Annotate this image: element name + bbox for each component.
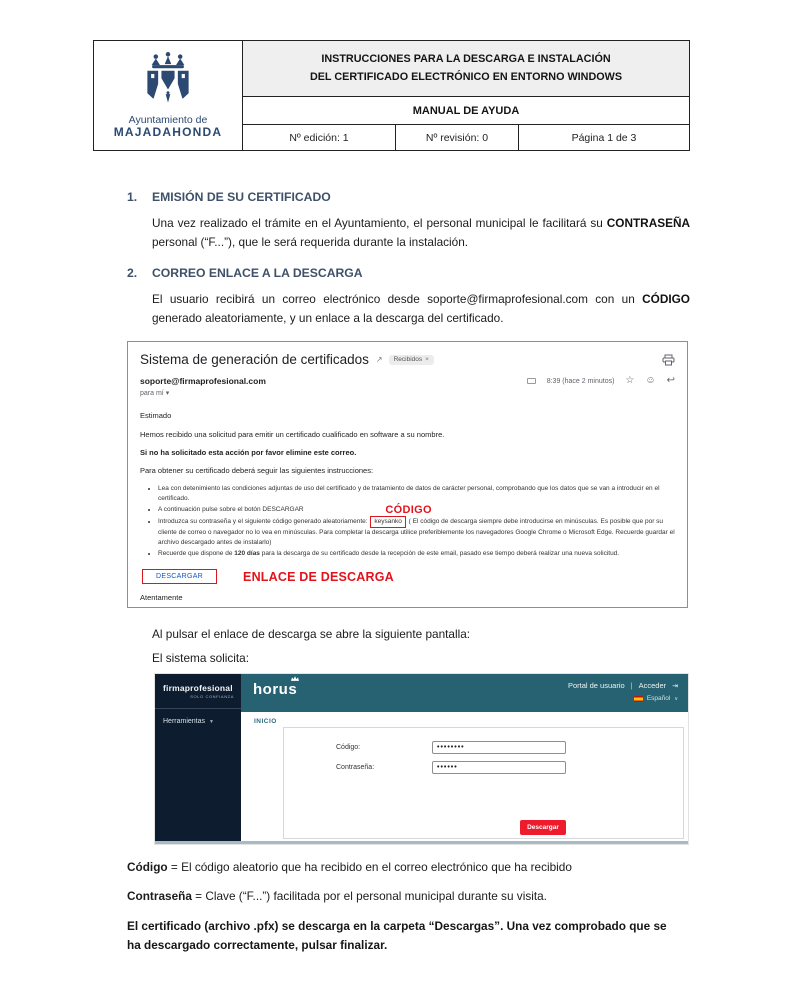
download-code: keysanko bbox=[374, 518, 402, 526]
instruction-4-bold: 120 días bbox=[234, 550, 260, 558]
codigo-def-text: = El código aleatorio que ha recibido en el correo electrónico que ha recibido bbox=[167, 860, 572, 875]
email-screenshot bbox=[127, 341, 688, 608]
section-2-heading bbox=[127, 266, 690, 280]
title-line1: INSTRUCCIONES PARA LA DESCARGA E INSTALACIÓN bbox=[321, 53, 611, 66]
chevron-down-icon: ∨ bbox=[674, 695, 678, 702]
revision-cell: Nº revisión: 0 bbox=[396, 125, 519, 150]
portal-de-usuario-link[interactable]: Portal de usuario bbox=[567, 681, 625, 691]
brand-tagline: SOLO CONFIANZA bbox=[190, 694, 234, 700]
email-timestamp: 8:39 (hace 2 minutos) bbox=[546, 377, 615, 385]
section-2-paragraph bbox=[152, 290, 690, 328]
status-icon bbox=[527, 378, 536, 384]
section-2-number: 2. bbox=[127, 266, 138, 281]
password-input[interactable] bbox=[432, 761, 566, 774]
manual-label: MANUAL DE AYUDA bbox=[243, 97, 689, 125]
reply-icon[interactable]: ↩ bbox=[666, 375, 675, 387]
expand-icon[interactable]: ↗ bbox=[375, 355, 383, 365]
descargar-link[interactable]: DESCARGAR bbox=[142, 569, 217, 584]
contrasena-definition bbox=[127, 888, 690, 906]
emoji-reaction-icon[interactable]: ☺ bbox=[645, 375, 656, 387]
organization-name bbox=[114, 114, 223, 140]
herramientas-label: Herramientas bbox=[163, 718, 206, 726]
instruction-item-2: • A continuación pulse sobre el botón DESCARGAR bbox=[158, 505, 675, 515]
herramientas-menu[interactable] bbox=[163, 718, 234, 725]
inbox-label-text: Recibidos bbox=[393, 356, 423, 364]
recipient-label: para mí bbox=[140, 390, 164, 398]
s2-text-bold: CÓDIGO bbox=[642, 292, 690, 307]
mid-paragraph-1: Al pulsar el enlace de descarga se abre la siguiente pantalla: bbox=[152, 627, 471, 642]
email-instructions-list bbox=[158, 484, 675, 559]
portal-sidebar bbox=[155, 674, 241, 841]
breadcrumb[interactable]: INICIO bbox=[254, 718, 277, 726]
codigo-annotation: CÓDIGO bbox=[385, 504, 432, 517]
edition-cell: Nº edición: 1 bbox=[243, 125, 396, 150]
portal-nav bbox=[568, 681, 678, 702]
spanish-flag-icon bbox=[634, 696, 643, 702]
s1-text-post: personal (“F...”), que le será requerida durante la instalación. bbox=[152, 235, 469, 250]
section-1-title: EMISIÓN DE SU CERTIFICADO bbox=[152, 190, 331, 204]
section-1-number: 1. bbox=[127, 190, 138, 204]
title-line2: DEL CERTIFICADO ELECTRÓNICO EN ENTORNO WINDOWS bbox=[309, 70, 623, 83]
instruction-4-post: para la descarga de su certificado desde la recepción de este email, pasado ese tiempo deberá realizar una nueva solicitud. bbox=[259, 550, 620, 558]
email-subject: Sistema de generación de certificados bbox=[140, 352, 369, 368]
s1-text-bold: CONTRASEÑA bbox=[606, 216, 690, 230]
email-greeting: Estimado bbox=[140, 411, 172, 421]
instruction-3-pre: Introduzca su contraseña y el siguiente código generado aleatoriamente: bbox=[158, 518, 370, 526]
sidebar-divider bbox=[155, 708, 241, 709]
portal-nav-top bbox=[568, 681, 678, 690]
contrasena-term: Contraseña bbox=[127, 889, 192, 904]
instruction-item-1: • Lea con detenimiento las condiciones adjuntas de uso del certificado y de tratamiento de datos de carácter personal, comprobando que los datos que se van a introducir en el certificado. bbox=[158, 484, 675, 504]
star-icon[interactable]: ☆ bbox=[625, 375, 635, 387]
email-sender: soporte@firmaprofesional.com bbox=[140, 376, 266, 387]
email-subject-row bbox=[140, 352, 675, 367]
password-field-label: Contraseña: bbox=[336, 764, 375, 772]
code-field-row bbox=[284, 741, 683, 754]
recipient-dropdown[interactable] bbox=[140, 389, 675, 397]
org-line1: Ayuntamiento de bbox=[128, 114, 208, 127]
print-icon[interactable] bbox=[662, 354, 675, 366]
email-body bbox=[140, 411, 675, 559]
portal-content bbox=[241, 712, 688, 841]
codigo-term: Código bbox=[127, 860, 168, 875]
email-sender-row bbox=[140, 376, 675, 386]
firmaprofesional-logo: firmaprofesional bbox=[163, 683, 233, 694]
email-warning: Si no ha solicitado esta acción por favor elimine este correo. bbox=[140, 447, 357, 457]
mid-paragraph-2: El sistema solicita: bbox=[152, 650, 250, 665]
header-right bbox=[243, 41, 689, 150]
crown-icon bbox=[291, 676, 299, 681]
instruction-item-4 bbox=[158, 549, 675, 559]
enlace-annotation: ENLACE DE DESCARGA bbox=[243, 569, 394, 584]
main-content bbox=[127, 190, 690, 956]
instruction-3-post: ( El código de descarga siempre debe introducirse en minúsculas. Es posible que por su cliente de correo o navegador no lo vea en minúsculas. Para completar la descarga utilice preferiblemente los navegadores Google Chrome o Microsoft Edge. Recuerde guardar el archivo descargado antes de instalarlo) bbox=[158, 518, 675, 547]
email-header-actions bbox=[527, 376, 675, 386]
section-1-paragraph bbox=[152, 214, 690, 252]
section-2-title: CORREO ENLACE A LA DESCARGA bbox=[152, 266, 363, 281]
recipient-dropdown-icon: ▾ bbox=[165, 390, 170, 398]
language-label: Español bbox=[646, 695, 671, 703]
nav-divider: | bbox=[630, 681, 633, 691]
s2-text-post: generado aleatoriamente, y un enlace a la descarga del certificado. bbox=[152, 311, 504, 326]
password-field-row bbox=[284, 761, 683, 774]
badge-close-icon[interactable]: × bbox=[425, 356, 429, 364]
code-input[interactable] bbox=[432, 741, 566, 754]
login-icon: ⇥ bbox=[672, 682, 678, 690]
portal-footer-bar bbox=[155, 841, 688, 844]
section-1-heading bbox=[127, 190, 690, 204]
email-paragraph-1: Hemos recibido una solicitud para emitir un certificado cualificado en software a su nombre. bbox=[140, 429, 445, 439]
download-code-highlight bbox=[370, 504, 432, 528]
s2-text-pre: El usuario recibirá un correo electrónico desde soporte@firmaprofesional.com con un bbox=[152, 292, 643, 307]
instruction-4-pre: Recuerde que dispone de bbox=[158, 550, 235, 558]
email-closing: Atentamente bbox=[140, 593, 183, 603]
org-line2: MAJADAHONDA bbox=[113, 125, 223, 140]
codigo-definition bbox=[127, 859, 690, 877]
s1-text-pre: Una vez realizado el trámite en el Ayuntamiento, el personal municipal le facilitará su bbox=[152, 216, 607, 230]
contrasena-def-text: = Clave (“F...”) facilitada por el personal municipal durante su visita. bbox=[191, 889, 547, 904]
descargar-button[interactable]: Descargar bbox=[520, 820, 566, 835]
inbox-label-badge[interactable] bbox=[389, 355, 434, 365]
page-number-cell: Página 1 de 3 bbox=[571, 131, 637, 144]
portal-header bbox=[241, 674, 688, 712]
download-link-row bbox=[142, 569, 675, 584]
document-title bbox=[243, 41, 689, 97]
language-selector[interactable] bbox=[568, 695, 678, 702]
header-meta-row bbox=[243, 125, 689, 150]
horus-logo bbox=[253, 681, 297, 698]
caret-down-icon: ▼ bbox=[209, 718, 214, 725]
acceder-link[interactable]: Acceder bbox=[638, 681, 667, 691]
email-paragraph-3: Para obtener su certificado deberá seguir las siguientes instrucciones: bbox=[140, 465, 374, 475]
document-header-table bbox=[93, 40, 690, 151]
majadahonda-crest-icon bbox=[139, 51, 197, 111]
horus-logo-text: horus bbox=[253, 681, 298, 699]
download-form-card bbox=[283, 727, 684, 839]
portal-screenshot bbox=[155, 674, 688, 844]
logo-cell bbox=[94, 41, 243, 150]
final-note: El certificado (archivo .pfx) se descarga en la carpeta “Descargas”. Una vez comprobado que se ha descargado correctamente, pulsar finalizar. bbox=[127, 918, 667, 953]
code-field-label: Código: bbox=[336, 744, 361, 752]
